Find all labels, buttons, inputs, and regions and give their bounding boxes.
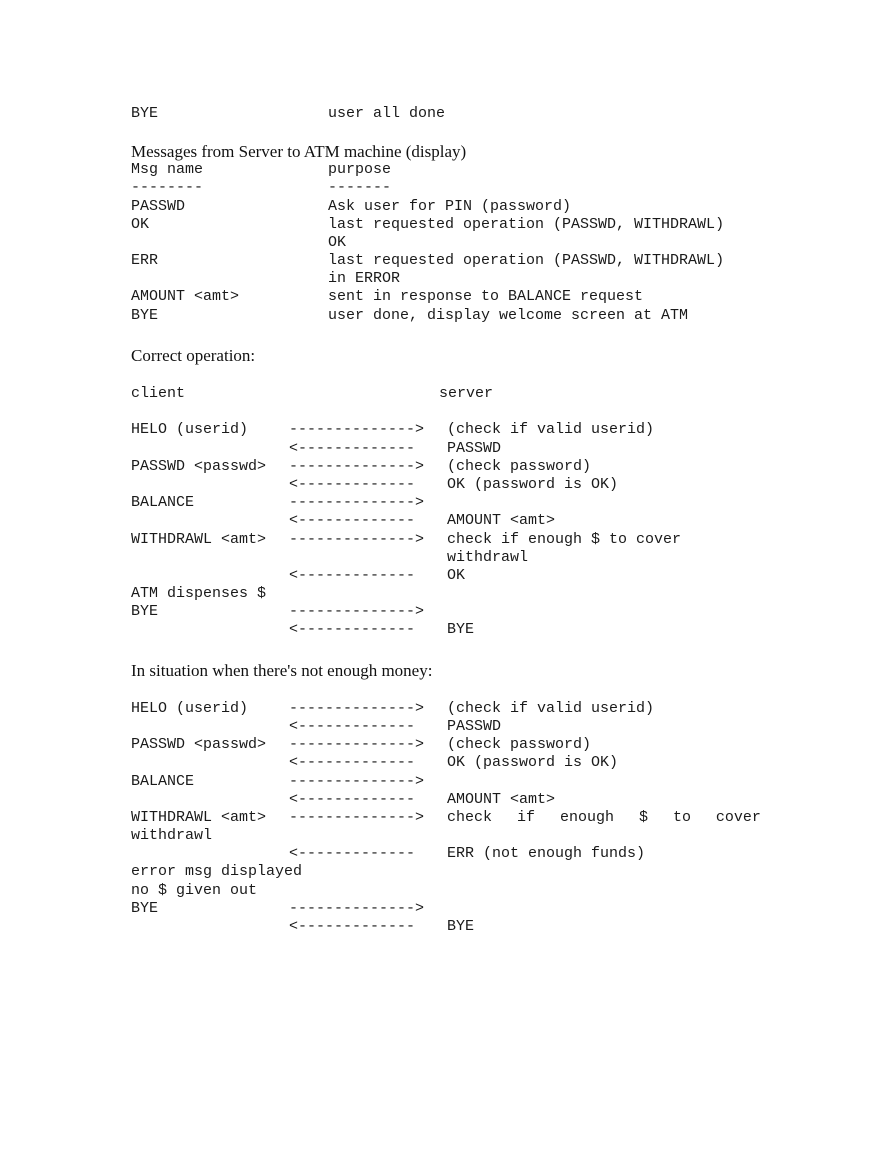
arrow-to-server: --------------> [289,700,425,717]
msg-name: AMOUNT <amt> [131,288,240,305]
client-message: HELO (userid) [131,421,249,438]
server-message: (check password) [447,458,592,475]
msg-purpose: user done, display welcome screen at ATM [328,307,689,324]
word: if [516,809,535,826]
arrow-to-client: <------------- [289,567,416,584]
arrow-to-server: --------------> [289,603,425,620]
msg-name: PASSWD [131,198,186,215]
rule-purpose: ------- [328,179,392,196]
arrow-to-server: --------------> [289,531,425,548]
arrow-to-client: <------------- [289,621,416,638]
client-message: HELO (userid) [131,700,249,717]
server-message: OK (password is OK) [447,476,619,493]
server-message: AMOUNT <amt> [447,512,556,529]
correct-heading: Correct operation: [131,346,256,365]
client-message: WITHDRAWL <amt> [131,809,267,826]
client-message: BYE [131,900,159,917]
server-message: check if enough $ to cover [447,531,682,548]
client-message: BYE [131,603,159,620]
arrow-to-server: --------------> [289,494,425,511]
arrow-to-server: --------------> [289,809,425,826]
msg-purpose-cont: OK [328,234,347,251]
msg-purpose-cont: in ERROR [328,270,401,287]
msg-purpose: last requested operation (PASSWD, WITHDRAWL) [328,252,725,269]
client-label: client [131,385,186,402]
arrow-to-server: --------------> [289,736,425,753]
msg-name: OK [131,216,150,233]
msg-purpose: last requested operation (PASSWD, WITHDRAWL) [328,216,725,233]
server-message: (check if valid userid) [447,700,655,717]
arrow-to-server: --------------> [289,458,425,475]
server-message: OK (password is OK) [447,754,619,771]
arrow-to-client: <------------- [289,845,416,862]
arrow-to-server: --------------> [289,773,425,790]
server-message-justified [447,809,761,827]
word: check [447,809,493,826]
client-message: BALANCE [131,773,195,790]
col-purpose: purpose [328,161,392,178]
client-message: WITHDRAWL <amt> [131,531,267,548]
arrow-to-server: --------------> [289,421,425,438]
client-message: BALANCE [131,494,195,511]
word: cover [715,809,761,826]
msg-purpose: Ask user for PIN (password) [328,198,572,215]
server-message: OK [447,567,466,584]
arrow-to-client: <------------- [289,440,416,457]
msg-name: BYE [131,307,159,324]
intro-bye-msg: BYE [131,105,159,122]
server-message: (check if valid userid) [447,421,655,438]
arrow-to-client: <------------- [289,754,416,771]
word: to [672,809,691,826]
client-note: no $ given out [131,882,258,899]
server-message: ERR (not enough funds) [447,845,646,862]
word: enough [559,809,614,826]
msg-name: ERR [131,252,159,269]
arrow-to-client: <------------- [289,918,416,935]
arrow-to-client: <------------- [289,512,416,529]
client-note: ATM dispenses $ [131,585,267,602]
server-message: BYE [447,918,475,935]
server-label: server [439,385,494,402]
server-message: (check password) [447,736,592,753]
arrow-to-client: <------------- [289,718,416,735]
client-message-cont: withdrawl [131,827,213,844]
client-message: PASSWD <passwd> [131,458,267,475]
client-note: error msg displayed [131,863,303,880]
col-msg-name: Msg name [131,161,204,178]
word: $ [638,809,648,826]
arrow-to-client: <------------- [289,476,416,493]
arrow-to-client: <------------- [289,791,416,808]
server-message: PASSWD [447,440,502,457]
insufficient-heading: In situation when there's not enough money: [131,661,433,680]
intro-bye-desc: user all done [328,105,446,122]
client-message: PASSWD <passwd> [131,736,267,753]
server-message: BYE [447,621,475,638]
rule-msg-name: -------- [131,179,204,196]
server-message: AMOUNT <amt> [447,791,556,808]
msg-purpose: sent in response to BALANCE request [328,288,644,305]
server-message: PASSWD [447,718,502,735]
arrow-to-server: --------------> [289,900,425,917]
server-msgs-heading: Messages from Server to ATM machine (display) [131,142,467,161]
server-message-cont: withdrawl [447,549,529,566]
